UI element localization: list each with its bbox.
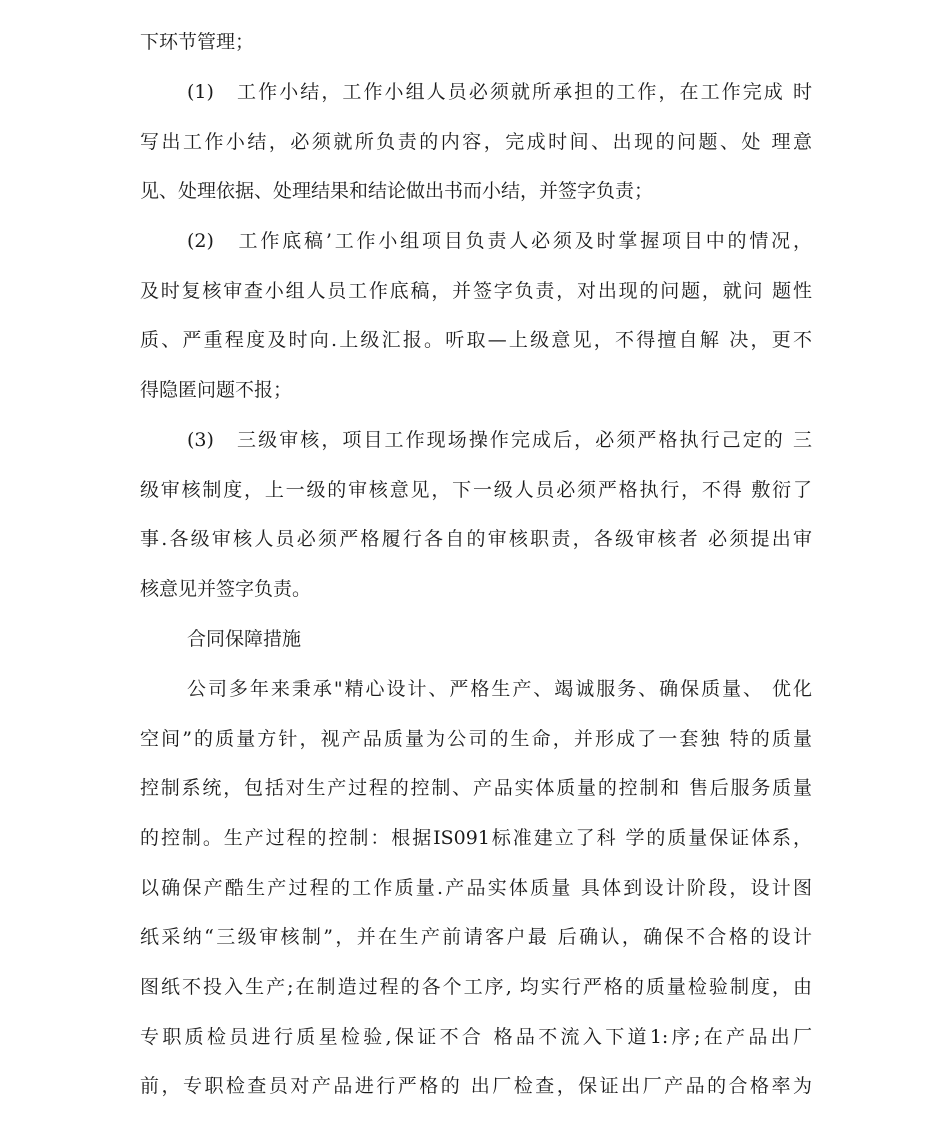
text-line-16: 控制系统，包括对生产过程的控制、产品实体质量的控制和 售后服务质量 (140, 777, 812, 799)
text-line-7: 质、严重程度及时向.上级汇报。听取—上级意见，不得擅自解 决，更不 (140, 329, 812, 351)
text-line-11: 事.各级审核人员必须严格履行各自的审核职责，各级审核者 必须提出审 (140, 528, 812, 550)
text-line-10: 级审核制度，上一级的审核意见，下一级人员必须严格执行，不得 敷衍了 (140, 479, 812, 501)
text-line-6: 及时复核审查小组人员工作底稿，并签字负责，对出现的问题，就问 题性 (140, 280, 812, 302)
text-line-20: 图纸不投入生产;在制造过程的各个工序, 均实行严格的质量检验制度，由 (140, 976, 812, 998)
text-line-5: (2) 工作底稿’工作小组项目负责人必须及时掌握项目中的情况， (187, 230, 812, 252)
text-line-1: 下环节管理； (140, 31, 255, 53)
text-line-4: 见、处理依据、处理结果和结论做出书而小结，并签字负责； (140, 180, 654, 202)
text-line-21: 专职质检员进行质星检验,保证不合 格品不流入下道1:序;在产品出厂 (140, 1026, 812, 1048)
text-line-12: 核意见并签字负责。 (140, 578, 312, 600)
text-line-14: 公司多年来秉承"精心设计、严格生产、竭诚服务、确保质量、 优化 (187, 678, 812, 700)
section-heading: 合同保障措施 (187, 628, 302, 650)
text-line-22: 前，专职检查员对产品进行严格的 出厂检查，保证出厂产品的合格率为 (140, 1075, 812, 1097)
text-line-2: (1) 工作小结，工作小组人员必须就所承担的工作，在工作完成 时 (187, 81, 812, 103)
text-line-8: 得隐匿问题不报； (140, 379, 293, 401)
text-line-9: (3) 三级审核，项目工作现场操作完成后，必须严格执行己定的 三 (187, 429, 812, 451)
text-line-15: 空间”的质量方针，视产品质量为公司的生命，并形成了一套独 特的质量 (140, 728, 812, 750)
text-line-3: 写出工作小结，必须就所负责的内容，完成时间、出现的问题、处 理意 (140, 131, 812, 153)
text-line-19: 纸采纳“三级审核制”，并在生产前请客户最 后确认，确保不合格的设计 (140, 926, 812, 948)
text-line-18: 以确保产酷生产过程的工作质量.产品实体质量 具体到设计阶段，设计图 (140, 877, 812, 899)
text-line-17: 的控制。生产过程的控制：根据IS091标准建立了科 学的质量保证体系， (140, 827, 812, 849)
